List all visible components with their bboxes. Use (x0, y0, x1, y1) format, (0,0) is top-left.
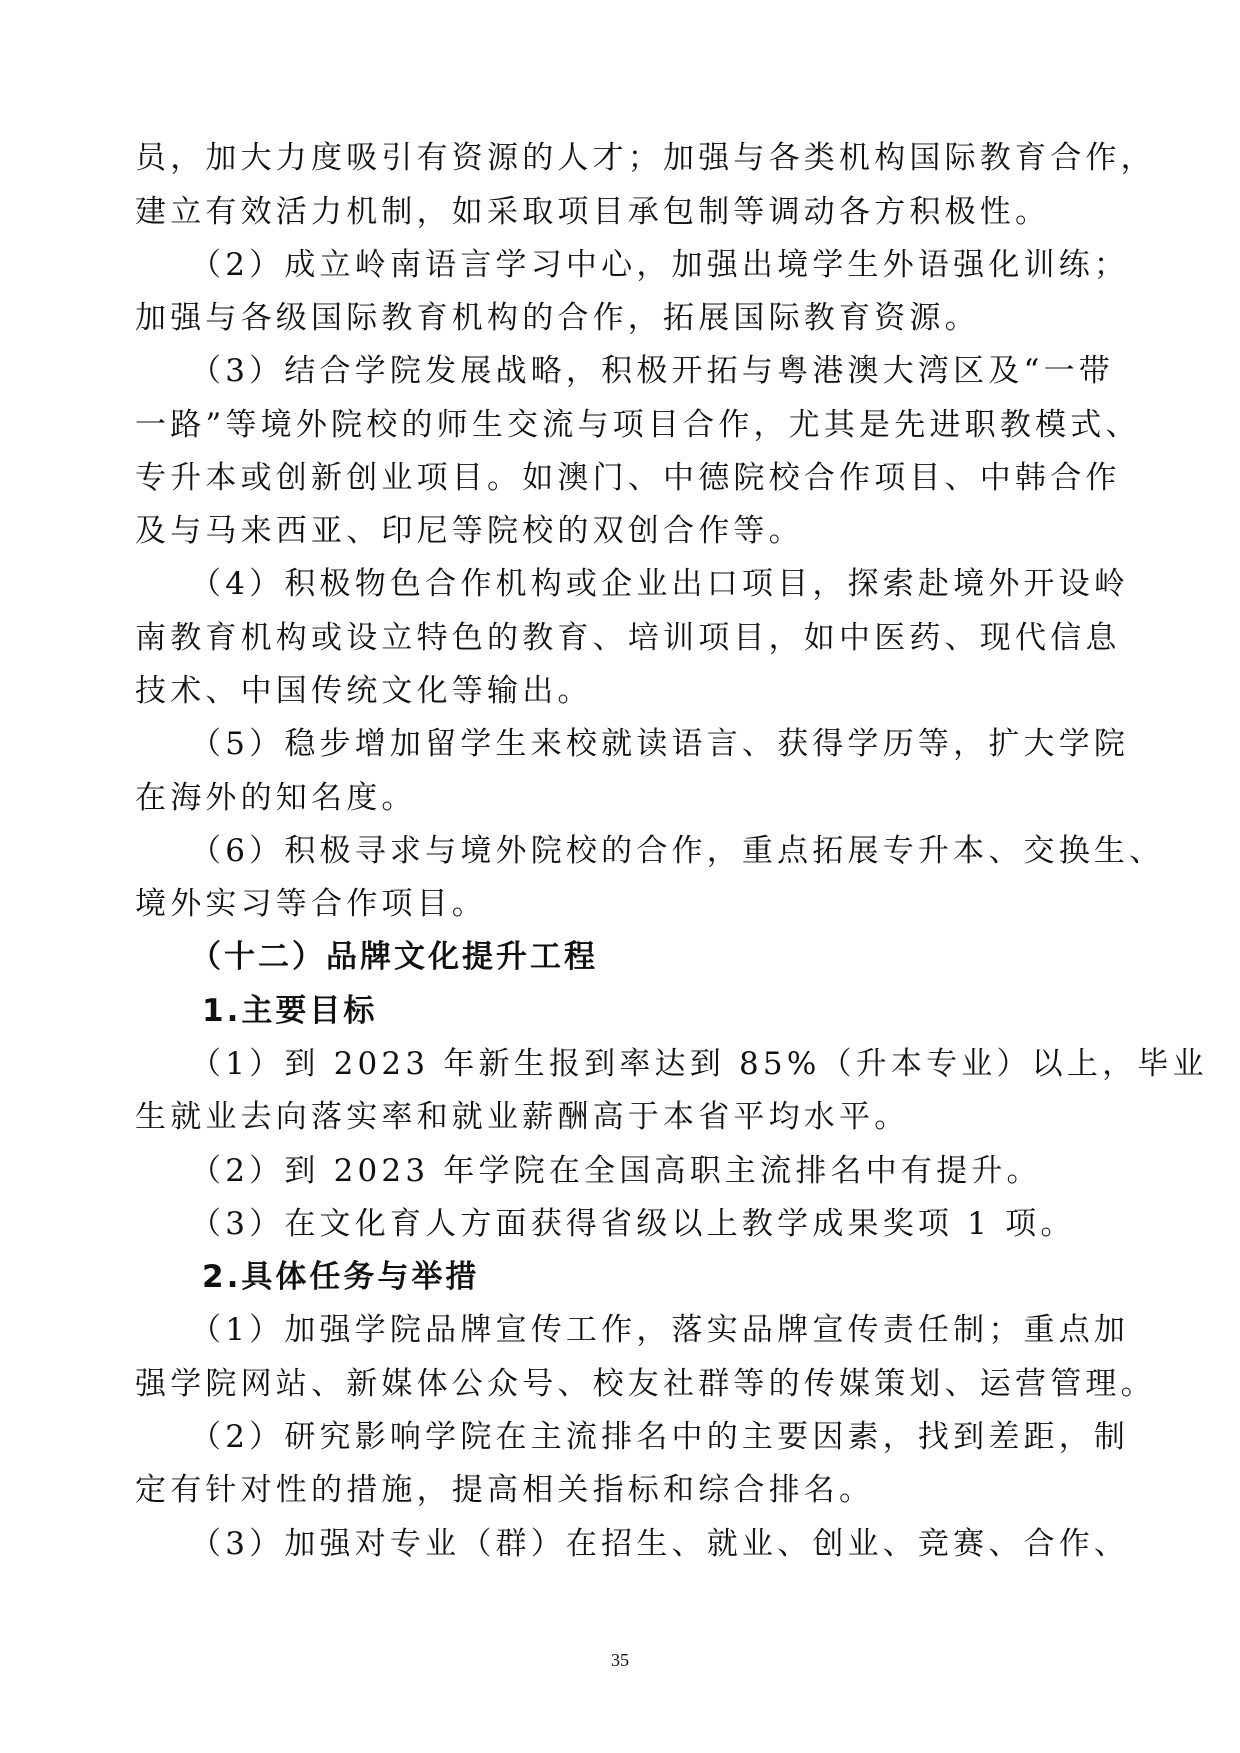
subsection-heading: 1.主要目标 (202, 993, 378, 1029)
subsection-heading: 2.具体任务与举措 (202, 1259, 480, 1295)
list-item-text: （3）结合学院发展战略，积极开拓与粤港澳大湾区及“一带 (190, 353, 1114, 389)
body-text-line: 南教育机构或设立特色的教育、培训项目，如中医药、现代信息 (135, 620, 1121, 656)
list-item-text: （3）加强对专业（群）在招生、就业、创业、竞赛、合作、 (190, 1526, 1130, 1562)
list-item-text: （3）在文化育人方面获得省级以上教学成果奖项 1 项。 (190, 1206, 1076, 1242)
list-item-text: （2）到 2023 年学院在全国高职主流排名中有提升。 (190, 1153, 1042, 1189)
list-item-text: （1）到 2023 年新生报到率达到 85%（升本专业）以上，毕业 (190, 1046, 1208, 1082)
body-text-line: 技术、中国传统文化等输出。 (135, 673, 593, 709)
list-item-text: （4）积极物色合作机构或企业出口项目，探索赴境外开设岭 (190, 566, 1130, 602)
section-heading: （十二）品牌文化提升工程 (190, 939, 598, 975)
body-text-line: 员，加大力度吸引有资源的人才；加强与各类机构国际教育合作， (135, 140, 1156, 176)
body-text-line: 境外实习等合作项目。 (135, 886, 487, 922)
body-text-line: 强学院网站、新媒体公众号、校友社群等的传媒策划、运营管理。 (135, 1366, 1156, 1402)
body-text-line: 一路”等境外院校的师生交流与项目合作，尤其是先进职教模式、 (135, 407, 1141, 443)
body-text-line: 加强与各级国际教育机构的合作，拓展国际教育资源。 (135, 300, 980, 336)
body-text-line: 建立有效活力机制，如采取项目承包制等调动各方积极性。 (135, 194, 1051, 230)
list-item-text: （1）加强学院品牌宣传工作，落实品牌宣传责任制；重点加 (190, 1312, 1130, 1348)
body-text-line: 生就业去向落实率和就业薪酬高于本省平均水平。 (135, 1099, 910, 1135)
body-text-line: 定有针对性的措施，提高相关指标和综合排名。 (135, 1472, 875, 1508)
list-item-text: （5）稳步增加留学生来校就读语言、获得学历等，扩大学院 (190, 726, 1130, 762)
body-text-line: 在海外的知名度。 (135, 780, 417, 816)
page-number: 35 (611, 1650, 629, 1670)
body-text-line: 专升本或创新创业项目。如澳门、中德院校合作项目、中韩合作 (135, 460, 1121, 496)
list-item-text: （2）成立岭南语言学习中心，加强出境学生外语强化训练； (190, 247, 1130, 283)
list-item-text: （2）研究影响学院在主流排名中的主要因素，找到差距，制 (190, 1419, 1130, 1455)
body-text-line: 及与马来西亚、印尼等院校的双创合作等。 (135, 513, 804, 549)
list-item-text: （6）积极寻求与境外院校的合作，重点拓展专升本、交换生、 (190, 833, 1165, 869)
